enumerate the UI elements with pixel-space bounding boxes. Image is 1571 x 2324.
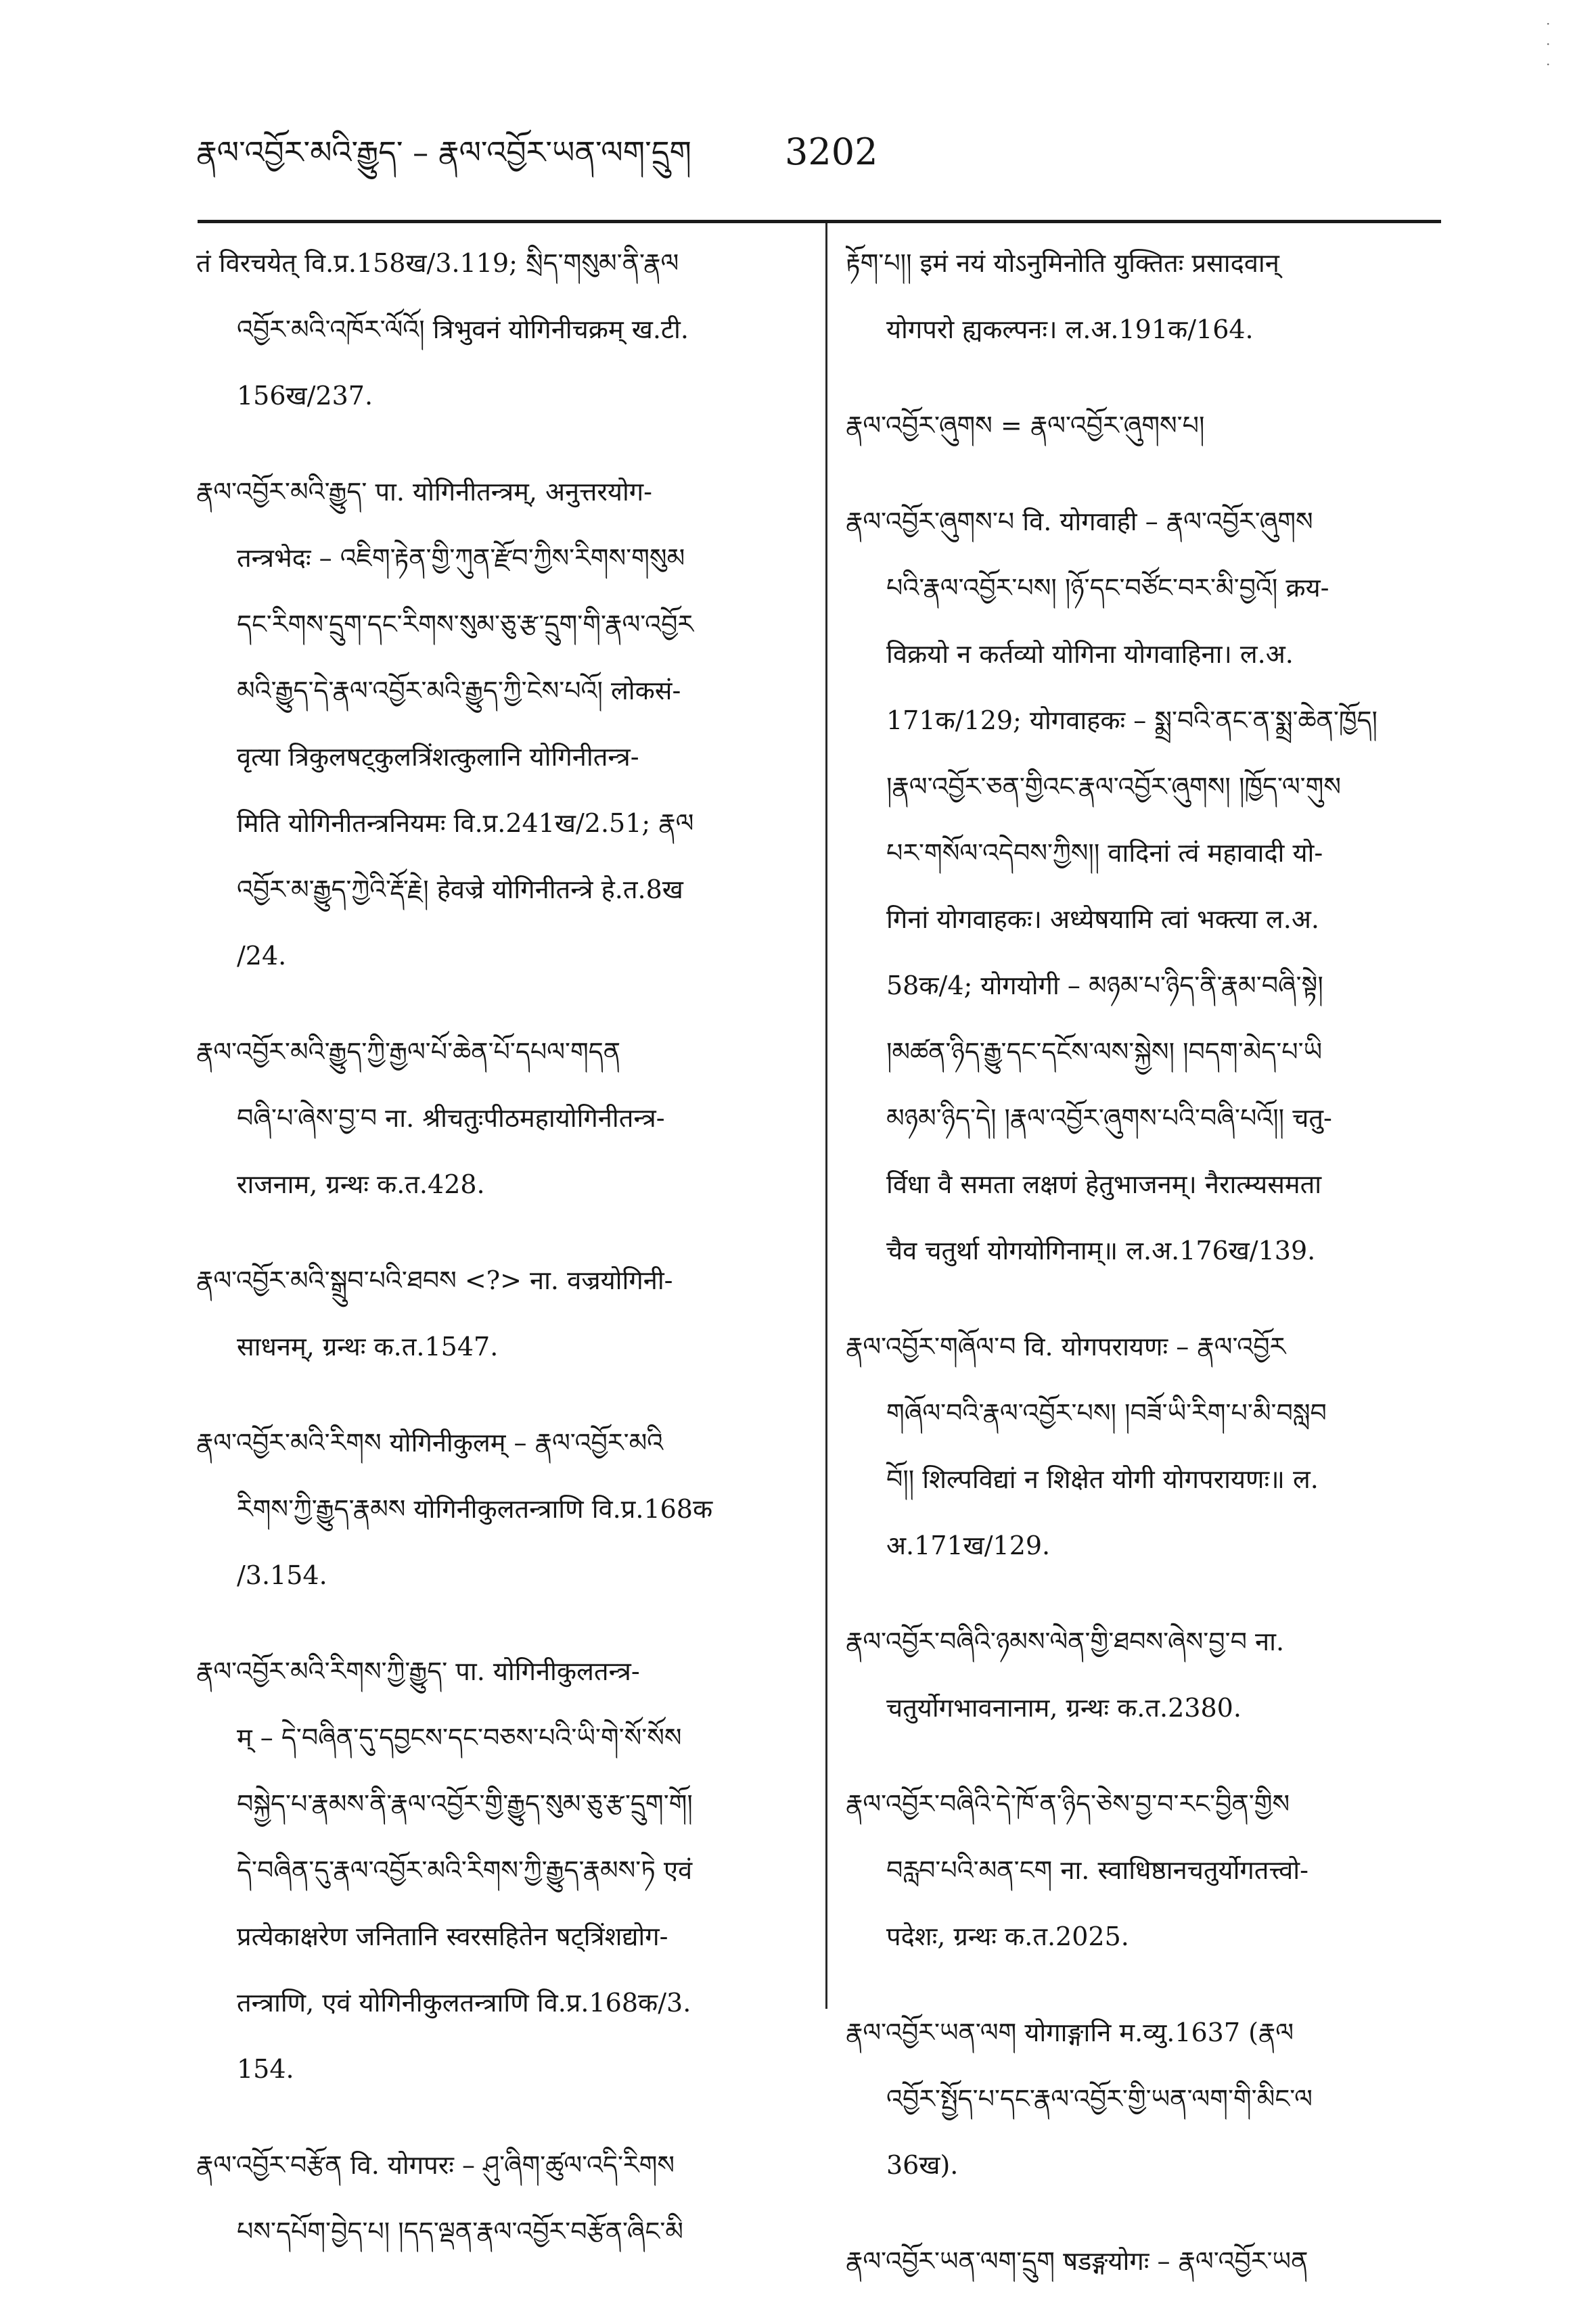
entry-headline: རྣལ་འབྱོར་ཡན་ལག योगाङ्गानि म.व्यु.1637 (རྣལ xyxy=(846,2018,1294,2047)
entry-line: गिनां योगवाहकः। अध्येषयामि त्वां भक्त्या ल.अ. xyxy=(886,904,1320,934)
entry-headline: རྣལ་འབྱོར་མའི་རྒྱུད་ पा. योगिनीतन्त्रम्, अनुत्तरयोग- xyxy=(196,477,653,507)
entry-line: འབྱོར་མ་རྒྱུད་ཀྱེའི་རྡོ་རྗེ། हेवज्रे योगिनीतन्त्रे हे.त.8ख xyxy=(237,875,683,904)
dictionary-entry xyxy=(846,2228,1441,2294)
entry-headline: རྣལ་འབྱོར་མའི་རྒྱུད་ཀྱི་རྒྱལ་པོ་ཆེན་པོ་དཔལ་གདན xyxy=(196,1037,621,1067)
dictionary-entry xyxy=(196,1019,812,1217)
entry-line: म् – དེ་བཞིན་དུ་དབྱངས་དང་བཅས་པའི་ཡི་གེ་སོ་སོས xyxy=(237,1723,682,1752)
left-column xyxy=(196,230,812,2294)
entry-line: विक्रयो न कर्तव्यो योगिना योगवाहिना। ल.अ. xyxy=(886,639,1294,669)
entry-line: /24. xyxy=(237,941,287,971)
column-divider xyxy=(825,223,827,2009)
entry-line: འབྱོར་མའི་འཁོར་ལོའོ། त्रिभुवनं योगिनीचक्रम् ख.टी. xyxy=(237,315,689,344)
dictionary-entry xyxy=(196,1638,812,2102)
entry-line: བོ།། शिल्पविद्यां न शिक्षेत योगी योगपरायणः॥ ल. xyxy=(886,1464,1319,1494)
right-column xyxy=(846,230,1441,2324)
entry-line: योगपरो ह्यकल्पनः। ल.अ.191क/164. xyxy=(886,315,1254,344)
scan-speck: · · · xyxy=(1546,16,1551,72)
entry-line: चतुर्योगभावनानाम, ग्रन्थः क.त.2380. xyxy=(886,1693,1242,1723)
entry-line: राजनाम, ग्रन्थः क.त.428. xyxy=(237,1169,485,1199)
entry-headline: རྟོག་པ།། इमं नयं योऽनुमिनोति युक्तितः प्रसादवान् xyxy=(846,248,1279,278)
entry-line: वृत्या त्रिकुलषट्कुलत्रिंशत्कुलानि योगिनीतन्त्र- xyxy=(237,742,639,772)
dictionary-entry xyxy=(196,1247,812,1380)
entry-headline: རྣལ་འབྱོར་གཞོལ་བ वि. योगपरायणः – རྣལ་འབྱོར xyxy=(846,1332,1286,1362)
entry-headline: རྣལ་འབྱོར་ཡན་ལག་དྲུག षडङ्गयोगः – རྣལ་འབྱོར་ཡན xyxy=(846,2246,1308,2276)
dictionary-entry xyxy=(846,1771,1441,1970)
entry-headline: རྣལ་འབྱོར་ཞུགས་པ वि. योगवाही – རྣལ་འབྱོར་ཞུགས xyxy=(846,507,1313,536)
entry-line: གཞོལ་བའི་རྣལ་འབྱོར་པས། །བཟོ་ཡི་རིག་པ་མི་བསླབ xyxy=(886,1398,1327,1428)
entry-line: तन्त्राणि, एवं योगिनीकुलतन्त्राणि वि.प्र.168क/3. xyxy=(237,1988,691,2018)
dictionary-entry xyxy=(196,1410,812,1608)
entry-line: साधनम्, ग्रन्थः क.त.1547. xyxy=(237,1332,499,1362)
entry-line: པའི་རྣལ་འབྱོར་པས། །ཉོ་དང་བཙོང་བར་མི་བྱའོ། क्रय- xyxy=(886,573,1329,603)
entry-line: चैव चतुर्था योगयोगिनाम्॥ ल.अ.176ख/139. xyxy=(886,1236,1316,1265)
entry-line: 156ख/237. xyxy=(237,381,373,411)
dictionary-entry xyxy=(196,2132,812,2264)
entry-line: བསྐྱེད་པ་རྣམས་ནི་རྣལ་འབྱོར་གྱི་རྒྱུད་སུམ་ཅུ་རྩ་དྲུག་གོ། xyxy=(237,1789,693,1819)
dictionary-entry xyxy=(846,1999,1441,2198)
entry-headline: རྣལ་འབྱོར་བཞིའི་དེ་ཁོ་ན་ཉིད་ཅེས་བྱ་བ་རང་བྱིན་གྱིས xyxy=(846,1789,1290,1819)
entry-headline: རྣལ་འབྱོར་བཞིའི་ཉམས་ལེན་གྱི་ཐབས་ཞེས་བྱ་བ ना. xyxy=(846,1627,1285,1656)
entry-line: 58क/4; योगयोगी – མཉམ་པ་ཉིད་ནི་རྣམ་བཞི་སྟེ། xyxy=(886,971,1323,1000)
dictionary-entry xyxy=(846,1608,1441,1741)
entry-line: 171क/129; योगवाहकः – སྨྲ་བའི་ནང་ན་སྨྲ་ཆེན་ཁྱོད། xyxy=(886,705,1378,735)
entry-headline: རྣལ་འབྱོར་མའི་སྒྲུབ་པའི་ཐབས <?> ना. वज्रयोगिनी- xyxy=(196,1265,673,1295)
entry-headline: རྣལ་འབྱོར་བརྩོན वि. योगपरः – ཤུ་ཞིག་ཚུལ་འདི་རིགས xyxy=(196,2150,675,2180)
entry-line: བརླབ་པའི་མན་ངག ना. स्वाधिष्ठानचतुर्योगतत्त्वो- xyxy=(886,1855,1308,1885)
entry-line: མཉམ་ཉིད་དེ། །རྣལ་འབྱོར་ཞུགས་པའི་བཞི་པའོ།། चतु- xyxy=(886,1103,1332,1133)
entry-line: བཞི་པ་ཞེས་བྱ་བ ना. श्रीचतुःपीठमहायोगिनीतन्त्र- xyxy=(237,1103,665,1133)
entry-line: རིགས་ཀྱི་རྒྱུད་རྣམས योगिनीकुलतन्त्राणि वि.प्र.168क xyxy=(237,1494,713,1524)
header-rule xyxy=(198,220,1441,223)
entry-line: དང་རིགས་དྲུག་དང་རིགས་སུམ་ཅུ་རྩ་དྲུག་གི་རྣལ་འབྱོར xyxy=(237,609,694,639)
dictionary-entry xyxy=(846,392,1441,459)
entry-headline: རྣལ་འབྱོར་མའི་རིགས་ཀྱི་རྒྱུད་ पा. योगिनीकुलतन्त्र- xyxy=(196,1656,640,1686)
entry-line: प्रत्येकाक्षरेण जनितानि स्वरसहितेन षट्त्रिंशद्योग- xyxy=(237,1922,668,1951)
entry-headline: རྣལ་འབྱོར་ཞུགས = རྣལ་འབྱོར་ཞུགས་པ། xyxy=(846,411,1205,440)
entry-line: དེ་བཞིན་དུ་རྣལ་འབྱོར་མའི་རིགས་ཀྱི་རྒྱུད་རྣམས་ཏེ एवं xyxy=(237,1855,693,1885)
dictionary-entry xyxy=(846,230,1441,363)
running-header: རྣལ་འབྱོར་མའི་རྒྱུད་ – རྣལ་འབྱོར་ཡན་ལག་དྲུག xyxy=(196,134,691,170)
page-number: 3202 xyxy=(785,131,878,173)
entry-headline: तं विरचयेत् वि.प्र.158ख/3.119; སྲིད་གསུམ་ནི་རྣལ xyxy=(196,248,679,278)
entry-line: तन्त्रभेदः – འཇིག་རྟེན་གྱི་ཀུན་རྫོབ་ཀྱིས་རིགས་གསུམ xyxy=(237,543,685,573)
entry-line: 36ख). xyxy=(886,2150,959,2180)
entry-line: པས་དཔོག་བྱེད་པ། །དད་ལྡན་རྣལ་འབྱོར་བརྩོན་ཞིང་མི xyxy=(237,2216,683,2246)
entry-line: །རྣལ་འབྱོར་ཅན་གྱིའང་རྣལ་འབྱོར་ཞུགས། །ཁྱོད་ལ་གུས xyxy=(886,772,1342,801)
entry-line: 154. xyxy=(237,2054,294,2084)
entry-headline: རྣལ་འབྱོར་མའི་རིགས योगिनीकुलम् – རྣལ་འབྱོར་མའི xyxy=(196,1428,664,1458)
entry-line: पदेशः, ग्रन्थः क.त.2025. xyxy=(886,1922,1129,1951)
dictionary-entry xyxy=(196,459,812,989)
entry-line: अ.171ख/129. xyxy=(886,1531,1051,1560)
entry-line: र्विधा वै समता लक्षणं हेतुभाजनम्। नैरात्म्यसमता xyxy=(886,1169,1322,1199)
dictionary-entry xyxy=(846,488,1441,1284)
entry-line: /3.154. xyxy=(237,1560,327,1590)
dictionary-entry xyxy=(846,1314,1441,1579)
dictionary-entry xyxy=(196,230,812,429)
entry-line: པར་གསོལ་འདེབས་ཀྱིས།། वादिनां त्वं महावादी यो- xyxy=(886,838,1323,868)
entry-line: འབྱོར་སྤྱོད་པ་དང་རྣལ་འབྱོར་གྱི་ཡན་ལག་གི་མིང་ལ xyxy=(886,2084,1313,2114)
entry-line: मिति योगिनीतन्त्रनियमः वि.प्र.241ख/2.51; རྣལ xyxy=(237,808,694,838)
entry-line: མའི་རྒྱུད་དེ་རྣལ་འབྱོར་མའི་རྒྱུད་ཀྱི་ངེས་པའོ། लोकसं- xyxy=(237,676,681,705)
entry-line: །མཚན་ཉིད་རྒྱུ་དང་དངོས་ལས་སྐྱེས། །བདག་མེད་པ་ཡི xyxy=(886,1037,1323,1067)
